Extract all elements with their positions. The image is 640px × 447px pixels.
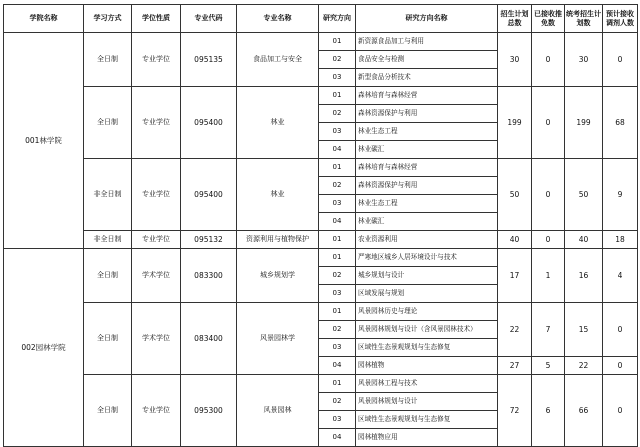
- header-major-code: 专业代码: [181, 5, 237, 33]
- direction-code: 04: [319, 141, 356, 159]
- exam-plan: 30: [565, 33, 603, 87]
- major-code: 095400: [181, 87, 237, 159]
- header-degree-type: 学位性质: [132, 5, 181, 33]
- direction-code: 01: [319, 303, 356, 321]
- exempt-count: 0: [532, 159, 565, 231]
- major-name: 林业: [237, 159, 319, 231]
- direction-name: 严寒地区城乡人居环境设计与技术: [356, 249, 498, 267]
- exempt-count: 5: [532, 357, 565, 375]
- direction-name: 城乡规划与设计: [356, 267, 498, 285]
- direction-code: 03: [319, 285, 356, 303]
- table-row: [4, 375, 638, 393]
- degree-type: 专业学位: [132, 159, 181, 231]
- degree-type: 专业学位: [132, 375, 181, 447]
- direction-name: 风景园林历史与理论: [356, 303, 498, 321]
- exempt-count: 7: [532, 303, 565, 357]
- direction-code: 04: [319, 213, 356, 231]
- direction-code: 01: [319, 375, 356, 393]
- exempt-count: 0: [532, 87, 565, 159]
- plan-total: 199: [498, 87, 532, 159]
- college-name: 001林学院: [4, 33, 84, 249]
- direction-code: 01: [319, 231, 356, 249]
- degree-type: 学术学位: [132, 249, 181, 303]
- college-name: 002园林学院: [4, 249, 84, 447]
- header-row: [4, 5, 638, 33]
- direction-code: 02: [319, 177, 356, 195]
- direction-code: 02: [319, 321, 356, 339]
- plan-total: 17: [498, 249, 532, 303]
- header-exempt: 已接收推免数: [532, 5, 565, 33]
- exam-plan: 66: [565, 375, 603, 447]
- transfer-count: 68: [603, 87, 638, 159]
- major-code: 083300: [181, 249, 237, 303]
- direction-name: 区域性生态景观规划与生态修复: [356, 411, 498, 429]
- header-direction-code: 研究方向: [319, 5, 356, 33]
- exam-plan: 22: [565, 357, 603, 375]
- direction-code: 03: [319, 411, 356, 429]
- direction-name: 林业生态工程: [356, 195, 498, 213]
- major-code: 095400: [181, 159, 237, 231]
- study-mode: 全日制: [84, 375, 132, 447]
- table-row: [4, 159, 638, 177]
- direction-name: 风景园林规划与设计（含风景园林技术）: [356, 321, 498, 339]
- plan-total: 22: [498, 303, 532, 357]
- direction-code: 03: [319, 69, 356, 87]
- direction-code: 03: [319, 339, 356, 357]
- study-mode: 全日制: [84, 33, 132, 87]
- header-direction-name: 研究方向名称: [356, 5, 498, 33]
- exempt-count: 0: [532, 231, 565, 249]
- transfer-count: 0: [603, 33, 638, 87]
- direction-name: 新型食品分析技术: [356, 69, 498, 87]
- direction-code: 02: [319, 267, 356, 285]
- transfer-count: 0: [603, 357, 638, 375]
- plan-total: 40: [498, 231, 532, 249]
- major-name: 林业: [237, 87, 319, 159]
- enrollment-plan-table-container: [3, 4, 638, 447]
- table-row: [4, 231, 638, 249]
- table-row: [4, 33, 638, 51]
- major-name: 城乡规划学: [237, 249, 319, 303]
- direction-code: 01: [319, 249, 356, 267]
- header-major-name: 专业名称: [237, 5, 319, 33]
- degree-type: 专业学位: [132, 33, 181, 87]
- transfer-count: 4: [603, 249, 638, 303]
- transfer-count: 18: [603, 231, 638, 249]
- study-mode: 非全日制: [84, 231, 132, 249]
- header-study-mode: 学习方式: [84, 5, 132, 33]
- direction-code: 02: [319, 51, 356, 69]
- plan-total: 50: [498, 159, 532, 231]
- direction-code: 04: [319, 429, 356, 447]
- exam-plan: 40: [565, 231, 603, 249]
- header-transfer: 预计接收调剂人数: [603, 5, 638, 33]
- direction-code: 03: [319, 123, 356, 141]
- study-mode: 全日制: [84, 87, 132, 159]
- table-row: [4, 249, 638, 267]
- major-code: 095132: [181, 231, 237, 249]
- major-name: 食品加工与安全: [237, 33, 319, 87]
- direction-code: 01: [319, 87, 356, 105]
- table-row: [4, 87, 638, 105]
- direction-name: 森林培育与森林经营: [356, 159, 498, 177]
- major-name: 风景园林学: [237, 303, 319, 375]
- direction-code: 01: [319, 159, 356, 177]
- direction-name: 区域发展与规划: [356, 285, 498, 303]
- study-mode: 全日制: [84, 249, 132, 303]
- direction-name: 园林植物应用: [356, 429, 498, 447]
- exam-plan: 15: [565, 303, 603, 357]
- study-mode: 非全日制: [84, 159, 132, 231]
- exempt-count: 6: [532, 375, 565, 447]
- degree-type: 学术学位: [132, 303, 181, 375]
- major-code: 095300: [181, 375, 237, 447]
- header-plan-total: 招生计划总数: [498, 5, 532, 33]
- exam-plan: 16: [565, 249, 603, 303]
- direction-name: 园林植物: [356, 357, 498, 375]
- direction-name: 食品安全与检测: [356, 51, 498, 69]
- transfer-count: 0: [603, 375, 638, 447]
- direction-code: 01: [319, 33, 356, 51]
- direction-code: 02: [319, 105, 356, 123]
- direction-name: 森林资源保护与利用: [356, 105, 498, 123]
- exam-plan: 50: [565, 159, 603, 231]
- direction-code: 02: [319, 393, 356, 411]
- header-exam-plan: 统考招生计划数: [565, 5, 603, 33]
- direction-name: 森林资源保护与利用: [356, 177, 498, 195]
- major-name: 风景园林: [237, 375, 319, 447]
- plan-total: 30: [498, 33, 532, 87]
- direction-name: 风景园林规划与设计: [356, 393, 498, 411]
- direction-name: 森林培育与森林经营: [356, 87, 498, 105]
- transfer-count: 9: [603, 159, 638, 231]
- direction-name: 林业生态工程: [356, 123, 498, 141]
- degree-type: 专业学位: [132, 87, 181, 159]
- study-mode: 全日制: [84, 303, 132, 375]
- direction-name: 林业碳汇: [356, 141, 498, 159]
- transfer-count: 0: [603, 303, 638, 357]
- direction-code: 04: [319, 357, 356, 375]
- direction-code: 03: [319, 195, 356, 213]
- direction-name: 新资源食品加工与利用: [356, 33, 498, 51]
- exam-plan: 199: [565, 87, 603, 159]
- plan-total: 72: [498, 375, 532, 447]
- direction-name: 风景园林工程与技术: [356, 375, 498, 393]
- enrollment-plan-table: [3, 4, 638, 447]
- direction-name: 农业资源利用: [356, 231, 498, 249]
- exempt-count: 1: [532, 249, 565, 303]
- header-college: 学院名称: [4, 5, 84, 33]
- major-code: 083400: [181, 303, 237, 375]
- table-row: [4, 303, 638, 321]
- exempt-count: 0: [532, 33, 565, 87]
- major-name: 资源利用与植物保护: [237, 231, 319, 249]
- degree-type: 专业学位: [132, 231, 181, 249]
- major-code: 095135: [181, 33, 237, 87]
- direction-name: 林业碳汇: [356, 213, 498, 231]
- direction-name: 区域性生态景观规划与生态修复: [356, 339, 498, 357]
- plan-total: 27: [498, 357, 532, 375]
